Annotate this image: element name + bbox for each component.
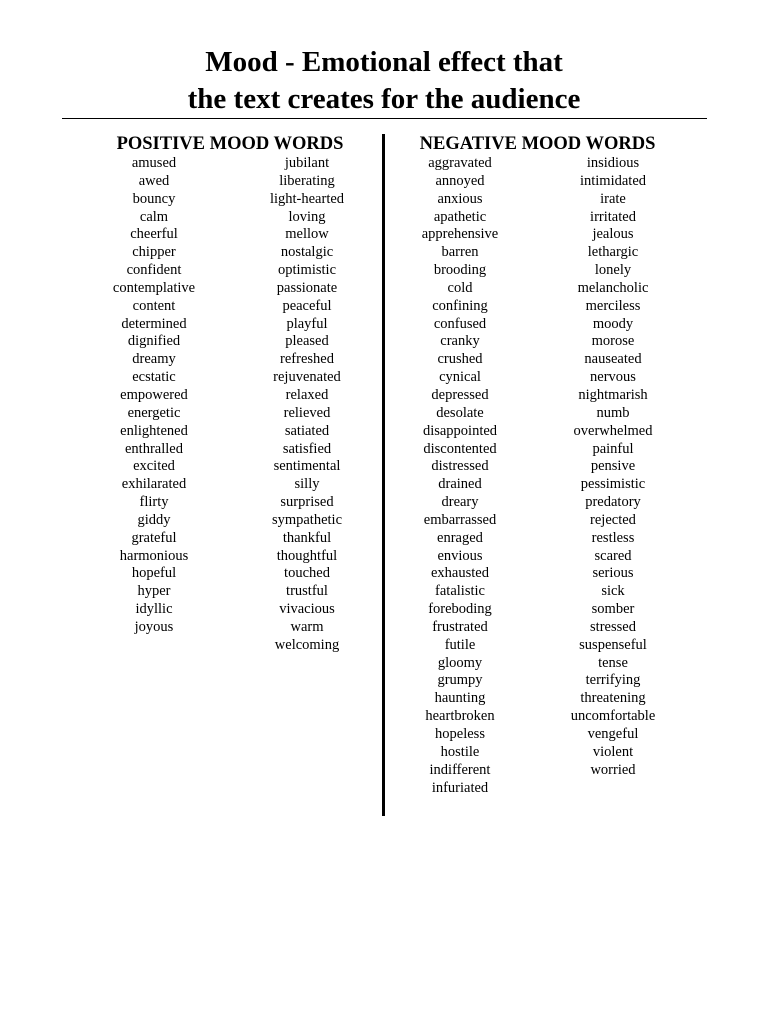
mood-word: restless bbox=[591, 529, 635, 546]
mood-word: desolate bbox=[436, 404, 484, 421]
mood-word: passionate bbox=[276, 279, 338, 296]
mood-word: cheerful bbox=[130, 226, 178, 243]
mood-word: enlightened bbox=[120, 422, 188, 439]
title-rule bbox=[62, 118, 707, 119]
mood-word: insidious bbox=[586, 155, 640, 171]
mood-word: serious bbox=[592, 565, 634, 582]
mood-word: calm bbox=[139, 208, 169, 225]
mood-word: dreamy bbox=[132, 351, 176, 368]
mood-word: suspenseful bbox=[579, 636, 647, 653]
mood-word: awed bbox=[138, 172, 170, 189]
mood-word: warm bbox=[290, 618, 324, 635]
mood-word: dreary bbox=[441, 494, 479, 511]
mood-word: tense bbox=[598, 654, 628, 671]
mood-word: sympathetic bbox=[271, 511, 343, 528]
mood-word: anxious bbox=[437, 190, 483, 207]
positive-words-column-2 bbox=[247, 155, 367, 655]
mood-word: discontented bbox=[423, 440, 497, 457]
mood-word: grumpy bbox=[437, 672, 483, 689]
mood-word: jealous bbox=[592, 226, 634, 243]
mood-word: playful bbox=[286, 315, 328, 332]
mood-word: silly bbox=[294, 476, 320, 493]
mood-word: amused bbox=[131, 155, 177, 171]
mood-word: frustrated bbox=[432, 618, 488, 635]
mood-word: dignified bbox=[127, 333, 181, 350]
mood-word: giddy bbox=[137, 511, 171, 528]
mood-word: irritated bbox=[590, 208, 636, 225]
mood-word: liberating bbox=[279, 172, 335, 189]
page-title bbox=[0, 44, 768, 118]
mood-word: annoyed bbox=[435, 172, 485, 189]
positive-words-column-1 bbox=[94, 155, 214, 637]
mood-word: cranky bbox=[440, 333, 480, 350]
mood-word: merciless bbox=[585, 297, 641, 314]
mood-word: brooding bbox=[433, 262, 487, 279]
mood-word: fatalistic bbox=[435, 583, 485, 600]
mood-word: confident bbox=[126, 262, 182, 279]
mood-word: hopeless bbox=[435, 726, 485, 742]
mood-word: enthralled bbox=[125, 440, 183, 457]
mood-word: empowered bbox=[120, 386, 188, 403]
mood-word: energetic bbox=[127, 404, 181, 421]
mood-word: exhausted bbox=[431, 565, 489, 582]
title-line-2: the text creates for the audience bbox=[187, 83, 581, 115]
mood-word: chipper bbox=[132, 244, 176, 261]
mood-word: futile bbox=[444, 636, 476, 653]
mood-word: confining bbox=[432, 297, 488, 314]
positive-heading: POSITIVE MOOD WORDS bbox=[116, 134, 344, 154]
mood-word: grateful bbox=[131, 529, 177, 546]
mood-word: exhilarated bbox=[121, 476, 187, 493]
mood-word: rejected bbox=[590, 511, 636, 528]
mood-word: excited bbox=[133, 458, 175, 475]
mood-word: apathetic bbox=[433, 208, 487, 225]
mood-word: numb bbox=[596, 404, 630, 421]
negative-heading: NEGATIVE MOOD WORDS bbox=[419, 134, 656, 154]
mood-word: satiated bbox=[284, 422, 330, 439]
mood-word: vengeful bbox=[587, 726, 639, 742]
mood-word: hostile bbox=[440, 743, 480, 760]
mood-word: relieved bbox=[283, 404, 331, 421]
mood-word: stressed bbox=[590, 618, 636, 635]
mood-word: harmonious bbox=[119, 547, 189, 564]
mood-word: intimidated bbox=[579, 172, 647, 189]
mood-word: sentimental bbox=[273, 458, 341, 475]
mood-word: irate bbox=[600, 190, 626, 207]
mood-word: satisfied bbox=[282, 440, 332, 457]
mood-word: drained bbox=[438, 476, 482, 493]
mood-word: determined bbox=[121, 315, 187, 332]
mood-word: gloomy bbox=[437, 654, 483, 671]
mood-word: barren bbox=[441, 244, 479, 261]
mood-word: haunting bbox=[434, 690, 486, 707]
mood-word: enraged bbox=[437, 529, 483, 546]
mood-word: moody bbox=[592, 315, 634, 332]
mood-word: thankful bbox=[282, 529, 332, 546]
mood-word: flirty bbox=[139, 494, 169, 511]
mood-word: worried bbox=[590, 761, 636, 778]
negative-words-column-1 bbox=[400, 155, 520, 797]
mood-word: distressed bbox=[431, 458, 489, 475]
mood-word: melancholic bbox=[577, 279, 649, 296]
mood-word: surprised bbox=[280, 494, 334, 511]
mood-word: indifferent bbox=[429, 761, 491, 778]
mood-word: foreboding bbox=[428, 601, 492, 618]
mood-word: bouncy bbox=[132, 190, 176, 207]
mood-word: uncomfortable bbox=[570, 708, 656, 725]
mood-word: jubilant bbox=[284, 155, 330, 171]
mood-word: ecstatic bbox=[132, 369, 176, 386]
mood-word: crushed bbox=[437, 351, 483, 368]
mood-word: content bbox=[132, 297, 176, 314]
mood-word: envious bbox=[437, 547, 483, 564]
mood-word: overwhelmed bbox=[573, 422, 653, 439]
mood-word: nauseated bbox=[584, 351, 642, 368]
mood-word: terrifying bbox=[585, 672, 641, 689]
mood-word: welcoming bbox=[274, 636, 340, 653]
mood-word: aggravated bbox=[428, 155, 492, 171]
mood-word: disappointed bbox=[422, 422, 498, 439]
mood-word: lethargic bbox=[587, 244, 639, 261]
mood-word: depressed bbox=[431, 386, 489, 403]
mood-word: thoughtful bbox=[276, 547, 338, 564]
mood-word: loving bbox=[288, 208, 326, 225]
mood-word: nervous bbox=[590, 369, 636, 386]
mood-word: nightmarish bbox=[578, 386, 648, 403]
mood-word: peaceful bbox=[282, 297, 332, 314]
mood-word: apprehensive bbox=[421, 226, 499, 243]
mood-word: somber bbox=[591, 601, 635, 618]
mood-word: mellow bbox=[285, 226, 329, 243]
title-line-1: Mood - Emotional effect that bbox=[205, 46, 563, 78]
mood-word: painful bbox=[592, 440, 634, 457]
mood-word: heartbroken bbox=[425, 708, 495, 725]
mood-word: pessimistic bbox=[580, 476, 646, 493]
mood-word: relaxed bbox=[285, 386, 329, 403]
mood-word: optimistic bbox=[278, 262, 336, 279]
mood-word: threatening bbox=[580, 690, 646, 707]
mood-word: refreshed bbox=[280, 351, 334, 368]
mood-word: hopeful bbox=[131, 565, 177, 582]
mood-word: cold bbox=[447, 279, 473, 296]
mood-word: light-hearted bbox=[269, 190, 345, 207]
mood-word: morose bbox=[591, 333, 635, 350]
mood-word: sick bbox=[601, 583, 625, 600]
mood-word: lonely bbox=[594, 262, 632, 279]
mood-word: joyous bbox=[134, 618, 174, 635]
column-divider bbox=[382, 134, 385, 816]
mood-word: trustful bbox=[286, 583, 328, 600]
mood-word: hyper bbox=[137, 583, 171, 600]
mood-word: confused bbox=[433, 315, 487, 332]
mood-word: violent bbox=[592, 743, 634, 760]
negative-words-column-2 bbox=[553, 155, 673, 780]
mood-word: infuriated bbox=[431, 779, 489, 796]
mood-word: pensive bbox=[590, 458, 636, 475]
mood-word: pleased bbox=[285, 333, 329, 350]
mood-word: cynical bbox=[439, 369, 481, 386]
mood-word: touched bbox=[284, 565, 330, 582]
mood-word: contemplative bbox=[112, 279, 196, 296]
mood-word: scared bbox=[594, 547, 632, 564]
mood-word: nostalgic bbox=[280, 244, 334, 261]
mood-word: predatory bbox=[585, 494, 641, 511]
mood-word: idyllic bbox=[135, 601, 173, 618]
mood-word: embarrassed bbox=[423, 511, 497, 528]
mood-word: vivacious bbox=[279, 601, 335, 618]
mood-word: rejuvenated bbox=[273, 369, 341, 386]
